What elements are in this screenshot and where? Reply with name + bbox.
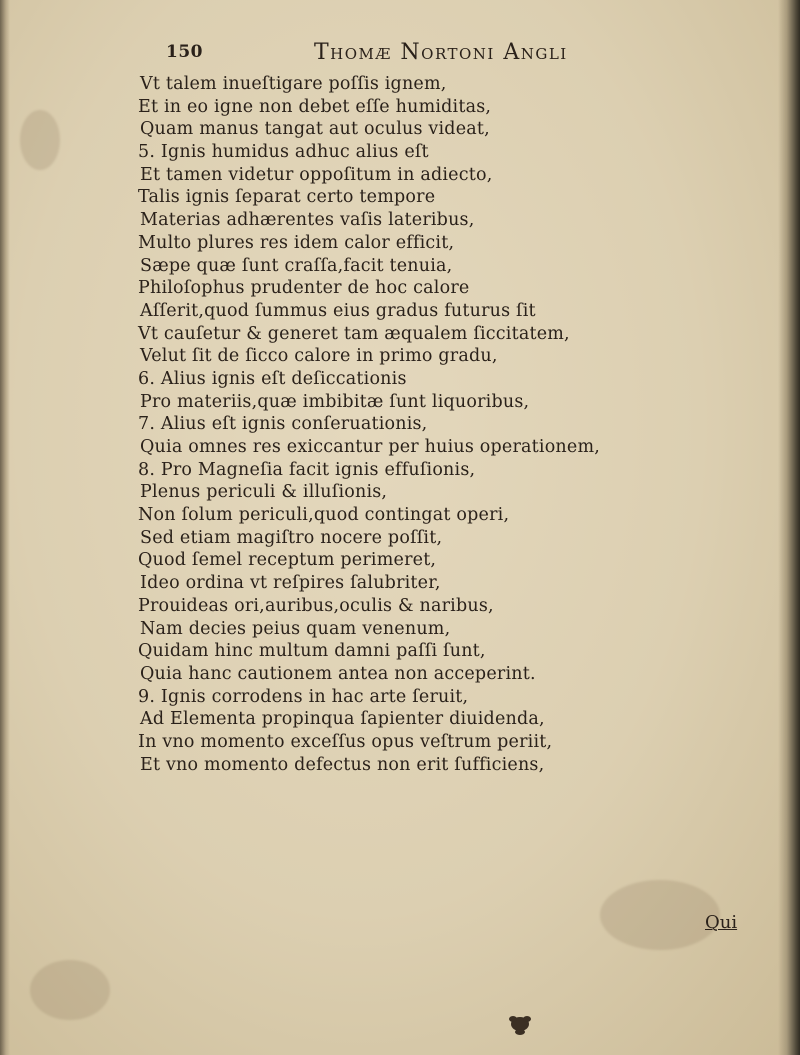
text-line: Non ſolum periculi,quod contingat operi, bbox=[138, 505, 510, 526]
text-line: Quia hanc cautionem antea non acceperint. bbox=[140, 663, 536, 684]
paper-stain bbox=[20, 110, 60, 170]
text-line: Philoſophus prudenter de hoc calore bbox=[138, 278, 470, 299]
text-line: Sæpe quæ ſunt craſſa,facit tenuia, bbox=[140, 255, 453, 276]
text-line: Talis ignis ſeparat certo tempore bbox=[138, 187, 436, 208]
page-header bbox=[166, 40, 726, 68]
page-number: 150 bbox=[166, 42, 203, 62]
text-line: Plenus periculi & illuſionis, bbox=[140, 482, 388, 503]
text-line: Quia omnes res exiccantur per huius operationem, bbox=[140, 437, 601, 457]
paper-stain bbox=[30, 960, 110, 1020]
page-gutter-shadow bbox=[0, 0, 10, 1055]
text-line: 6. Alius ignis eſt deſiccationis bbox=[138, 368, 407, 389]
running-head: Thomæ Nortoni Angli bbox=[314, 40, 568, 65]
verse-text-block bbox=[138, 73, 708, 776]
text-line: Et in eo igne non debet eſſe humiditas, bbox=[138, 96, 492, 117]
text-line: Multo plures res idem calor efficit, bbox=[138, 232, 455, 253]
text-line: 5. Ignis humidus adhuc alius eſt bbox=[138, 142, 429, 163]
text-line: In vno momento exceſſus opus veſtrum periit, bbox=[138, 731, 553, 752]
text-line: Aſſerit,quod ſummus eius gradus futurus ſit bbox=[140, 300, 536, 321]
text-line: Ideo ordina vt reſpires ſalubriter, bbox=[140, 573, 441, 594]
text-line: Prouideas ori,auribus,oculis & naribus, bbox=[138, 595, 494, 616]
text-line: Vt talem inueſtigare poſſis ignem, bbox=[140, 74, 447, 94]
catchword: Qui bbox=[705, 912, 738, 933]
text-line: Quam manus tangat aut oculus videat, bbox=[140, 119, 490, 140]
text-line: Et vno momento defectus non erit ſufficiens, bbox=[140, 754, 545, 775]
paper-stain bbox=[600, 880, 720, 950]
text-line: Quidam hinc multum damni paſſi ſunt, bbox=[138, 641, 486, 662]
text-line: Pro materiis,quæ imbibitæ ſunt liquoribus, bbox=[140, 391, 530, 412]
text-line: Vt cauſetur & generet tam æqualem ſiccitatem, bbox=[138, 323, 570, 344]
text-line: Ad Elementa propinqua ſapienter diuidenda, bbox=[140, 709, 545, 730]
printers-flower-icon bbox=[505, 1013, 535, 1035]
text-line: Materias adhærentes vaſis lateribus, bbox=[140, 210, 475, 231]
text-line: Velut ſit de ſicco calore in primo gradu, bbox=[140, 346, 498, 367]
text-line: 9. Ignis corrodens in hac arte ſeruit, bbox=[138, 686, 469, 707]
text-line: 8. Pro Magneſia facit ignis effuſionis, bbox=[138, 459, 476, 480]
text-line: Et tamen videtur oppoſitum in adiecto, bbox=[140, 164, 493, 185]
text-line: Nam decies peius quam venenum, bbox=[140, 618, 451, 639]
page-edge-shadow bbox=[778, 0, 800, 1055]
text-line: Quod ſemel receptum perimeret, bbox=[138, 550, 437, 571]
text-line: Sed etiam magiſtro nocere poſſit, bbox=[140, 527, 443, 548]
text-line: 7. Alius eſt ignis conſeruationis, bbox=[138, 414, 428, 435]
